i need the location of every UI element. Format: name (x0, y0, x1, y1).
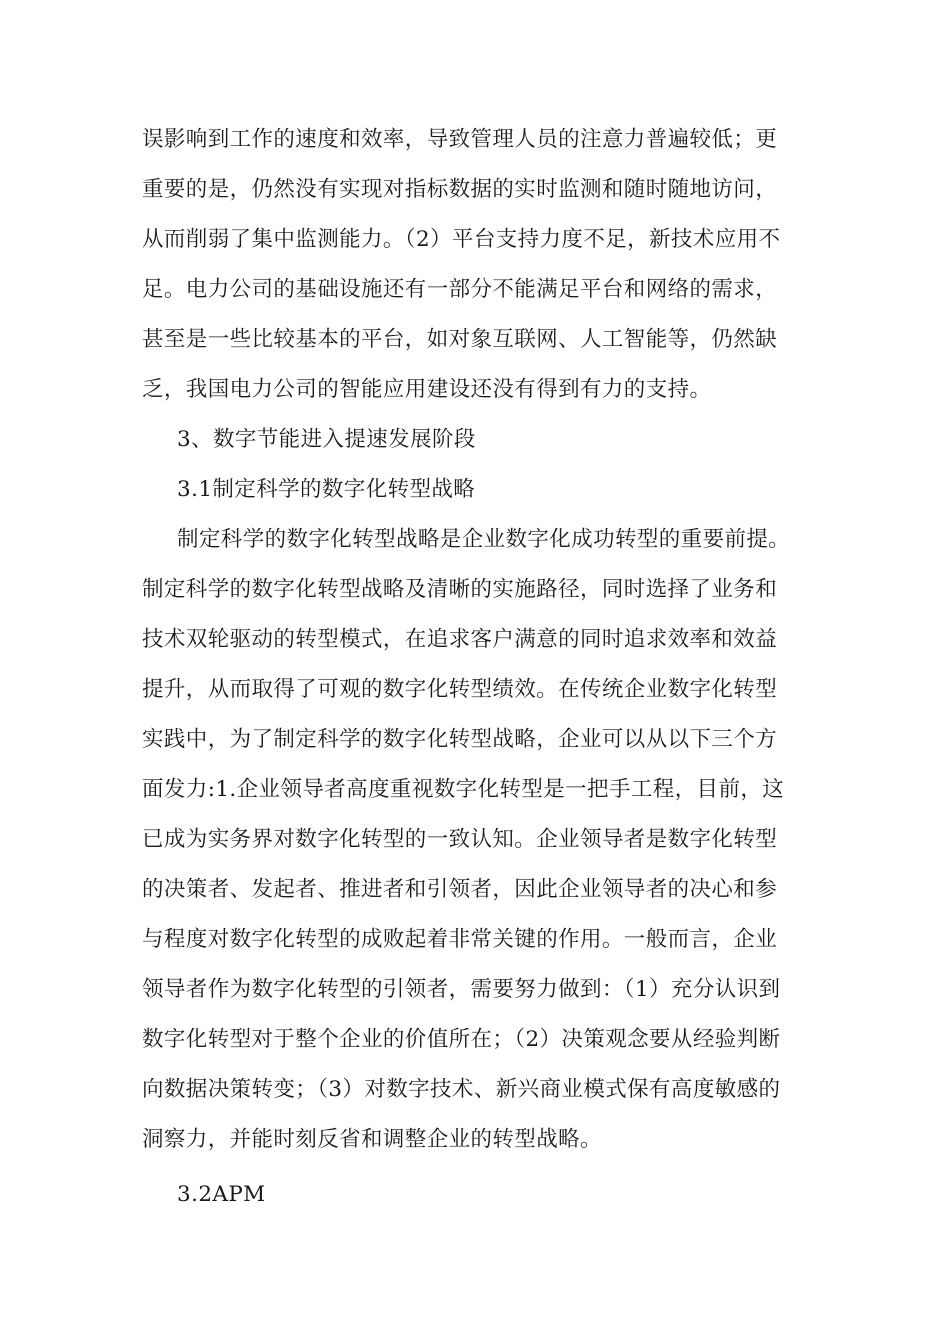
body-text-line: 提升，从而取得了可观的数字化转型绩效。在传统企业数字化转型 (142, 677, 778, 702)
subsection-heading: 3.2APM (177, 1182, 266, 1207)
body-text-line: 数字化转型对于整个企业的价值所在；（2）决策观念要从经验判断 (142, 1027, 781, 1052)
subsection-heading: 3.1制定科学的数字化转型战略 (177, 477, 476, 502)
body-text-line: 制定科学的数字化转型战略是企业数字化成功转型的重要前提。 (177, 527, 791, 552)
body-text-line: 足。电力公司的基础设施还有一部分不能满足平台和网络的需求， (142, 277, 778, 302)
body-text-line: 重要的是，仍然没有实现对指标数据的实时监测和随时随地访问， (142, 177, 778, 202)
section-heading: 3、数字节能进入提速发展阶段 (177, 427, 476, 452)
body-text-line: 甚至是一些比较基本的平台，如对象互联网、人工智能等，仍然缺 (142, 327, 778, 352)
body-text-line: 向数据决策转变；（3）对数字技术、新兴商业模式保有高度敏感的 (142, 1077, 781, 1102)
body-text-line: 的决策者、发起者、推进者和引领者，因此企业领导者的决心和参 (142, 877, 778, 902)
body-text-line: 面发力:1.企业领导者高度重视数字化转型是一把手工程，目前，这 (142, 777, 785, 802)
body-text-line: 从而削弱了集中监测能力。（2）平台支持力度不足，新技术应用不 (142, 227, 781, 252)
body-text-line: 技术双轮驱动的转型模式，在追求客户满意的同时追求效率和效益 (142, 627, 778, 652)
body-text-line: 误影响到工作的速度和效率，导致管理人员的注意力普遍较低；更 (142, 127, 778, 152)
body-text-line: 乏，我国电力公司的智能应用建设还没有得到有力的支持。 (142, 377, 712, 402)
body-text-line: 制定科学的数字化转型战略及清晰的实施路径，同时选择了业务和 (142, 577, 778, 602)
body-text-line: 洞察力，并能时刻反省和调整企业的转型战略。 (142, 1127, 602, 1152)
body-text-line: 领导者作为数字化转型的引领者，需要努力做到：（1）充分认识到 (142, 977, 781, 1002)
body-text-line: 已成为实务界对数字化转型的一致认知。企业领导者是数字化转型 (142, 827, 778, 852)
body-text-line: 与程度对数字化转型的成败起着非常关键的作用。一般而言，企业 (142, 927, 778, 952)
body-text-line: 实践中，为了制定科学的数字化转型战略，企业可以从以下三个方 (142, 727, 778, 752)
